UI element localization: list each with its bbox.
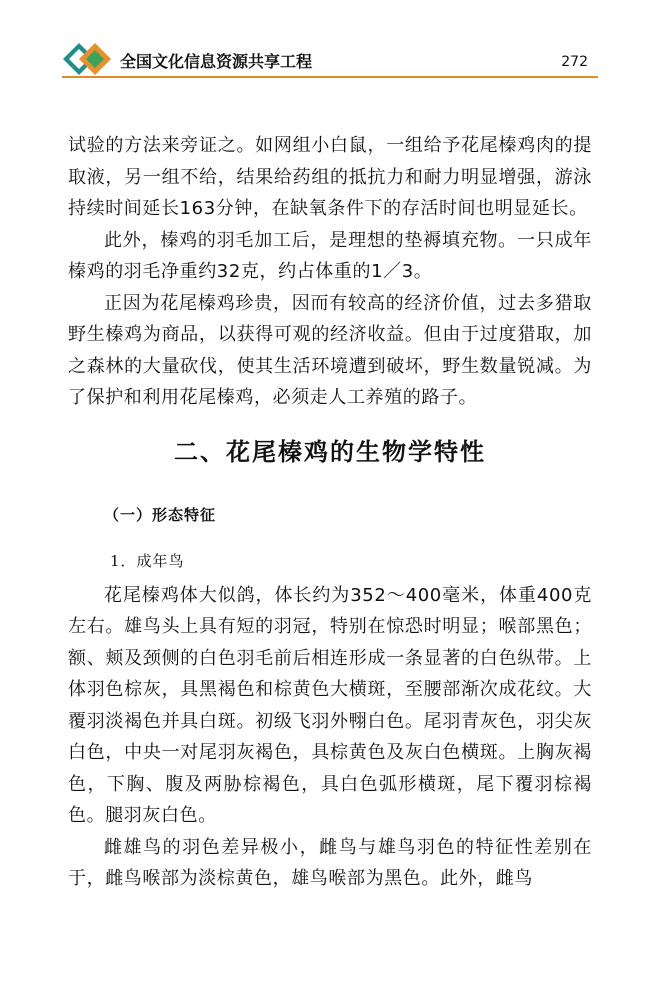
page-header	[62, 40, 598, 78]
body-paragraph-5: 雌雄鸟的羽色差异极小，雌鸟与雄鸟羽色的特征性差别在于，雌鸟喉部为淡棕黄色，雄鸟喉部为黑色。此外，雌鸟	[68, 836, 592, 889]
section-heading: 二、花尾榛鸡的生物学特性	[174, 436, 486, 466]
body-paragraph-2: 此外，榛鸡的羽毛加工后，是理想的垫褥填充物。一只成年榛鸡的羽毛净重约32克，约占体重的1／3。	[68, 229, 592, 282]
body-paragraph-4: 花尾榛鸡体大似鸽，体长约为352～400毫米，体重400克左右。雄鸟头上具有短的羽冠，特别在惊恐时明显；喉部黑色；额、颊及颈侧的白色羽毛前后相连形成一条显著的白色纵带。上体羽色棕灰，具黑褐色和棕黄色大横斑，至腰部渐次成花纹。大覆羽淡褐色并具白斑。初级飞羽外翈白色。尾羽青灰色，羽尖灰白色，中央一对尾羽灰褐色，具棕黄色及灰白色横斑。上胸灰褐色，下胸、腹及两胁棕褐色，具白色弧形横斑，尾下覆羽棕褐色。腿羽灰白色。	[68, 584, 592, 826]
body-paragraph-1: 试验的方法来旁证之。如网组小白鼠，一组给予花尾榛鸡肉的提取液，另一组不给，结果给药组的抵抗力和耐力明显增强，游泳持续时间延长163分钟，在缺氧条件下的存活时间也明显延长。	[68, 135, 592, 219]
subsection-heading: （一）形态特征	[104, 505, 217, 524]
header-divider	[62, 76, 598, 78]
header-title: 全国文化信息资源共享工程	[120, 52, 313, 71]
diamond-logo-icon	[62, 42, 114, 76]
page-body	[68, 130, 592, 895]
item-heading: 1．成年鸟	[110, 551, 185, 570]
body-paragraph-3: 正因为花尾榛鸡珍贵，因而有较高的经济价值，过去多猎取野生榛鸡为商品，以获得可观的经济收益。但由于过度猎取，加之森林的大量砍伐，使其生活环境遭到破坏，野生数量锐减。为了保护和利用花尾榛鸡，必须走人工养殖的路子。	[68, 292, 592, 408]
page-number: 272	[561, 54, 588, 70]
